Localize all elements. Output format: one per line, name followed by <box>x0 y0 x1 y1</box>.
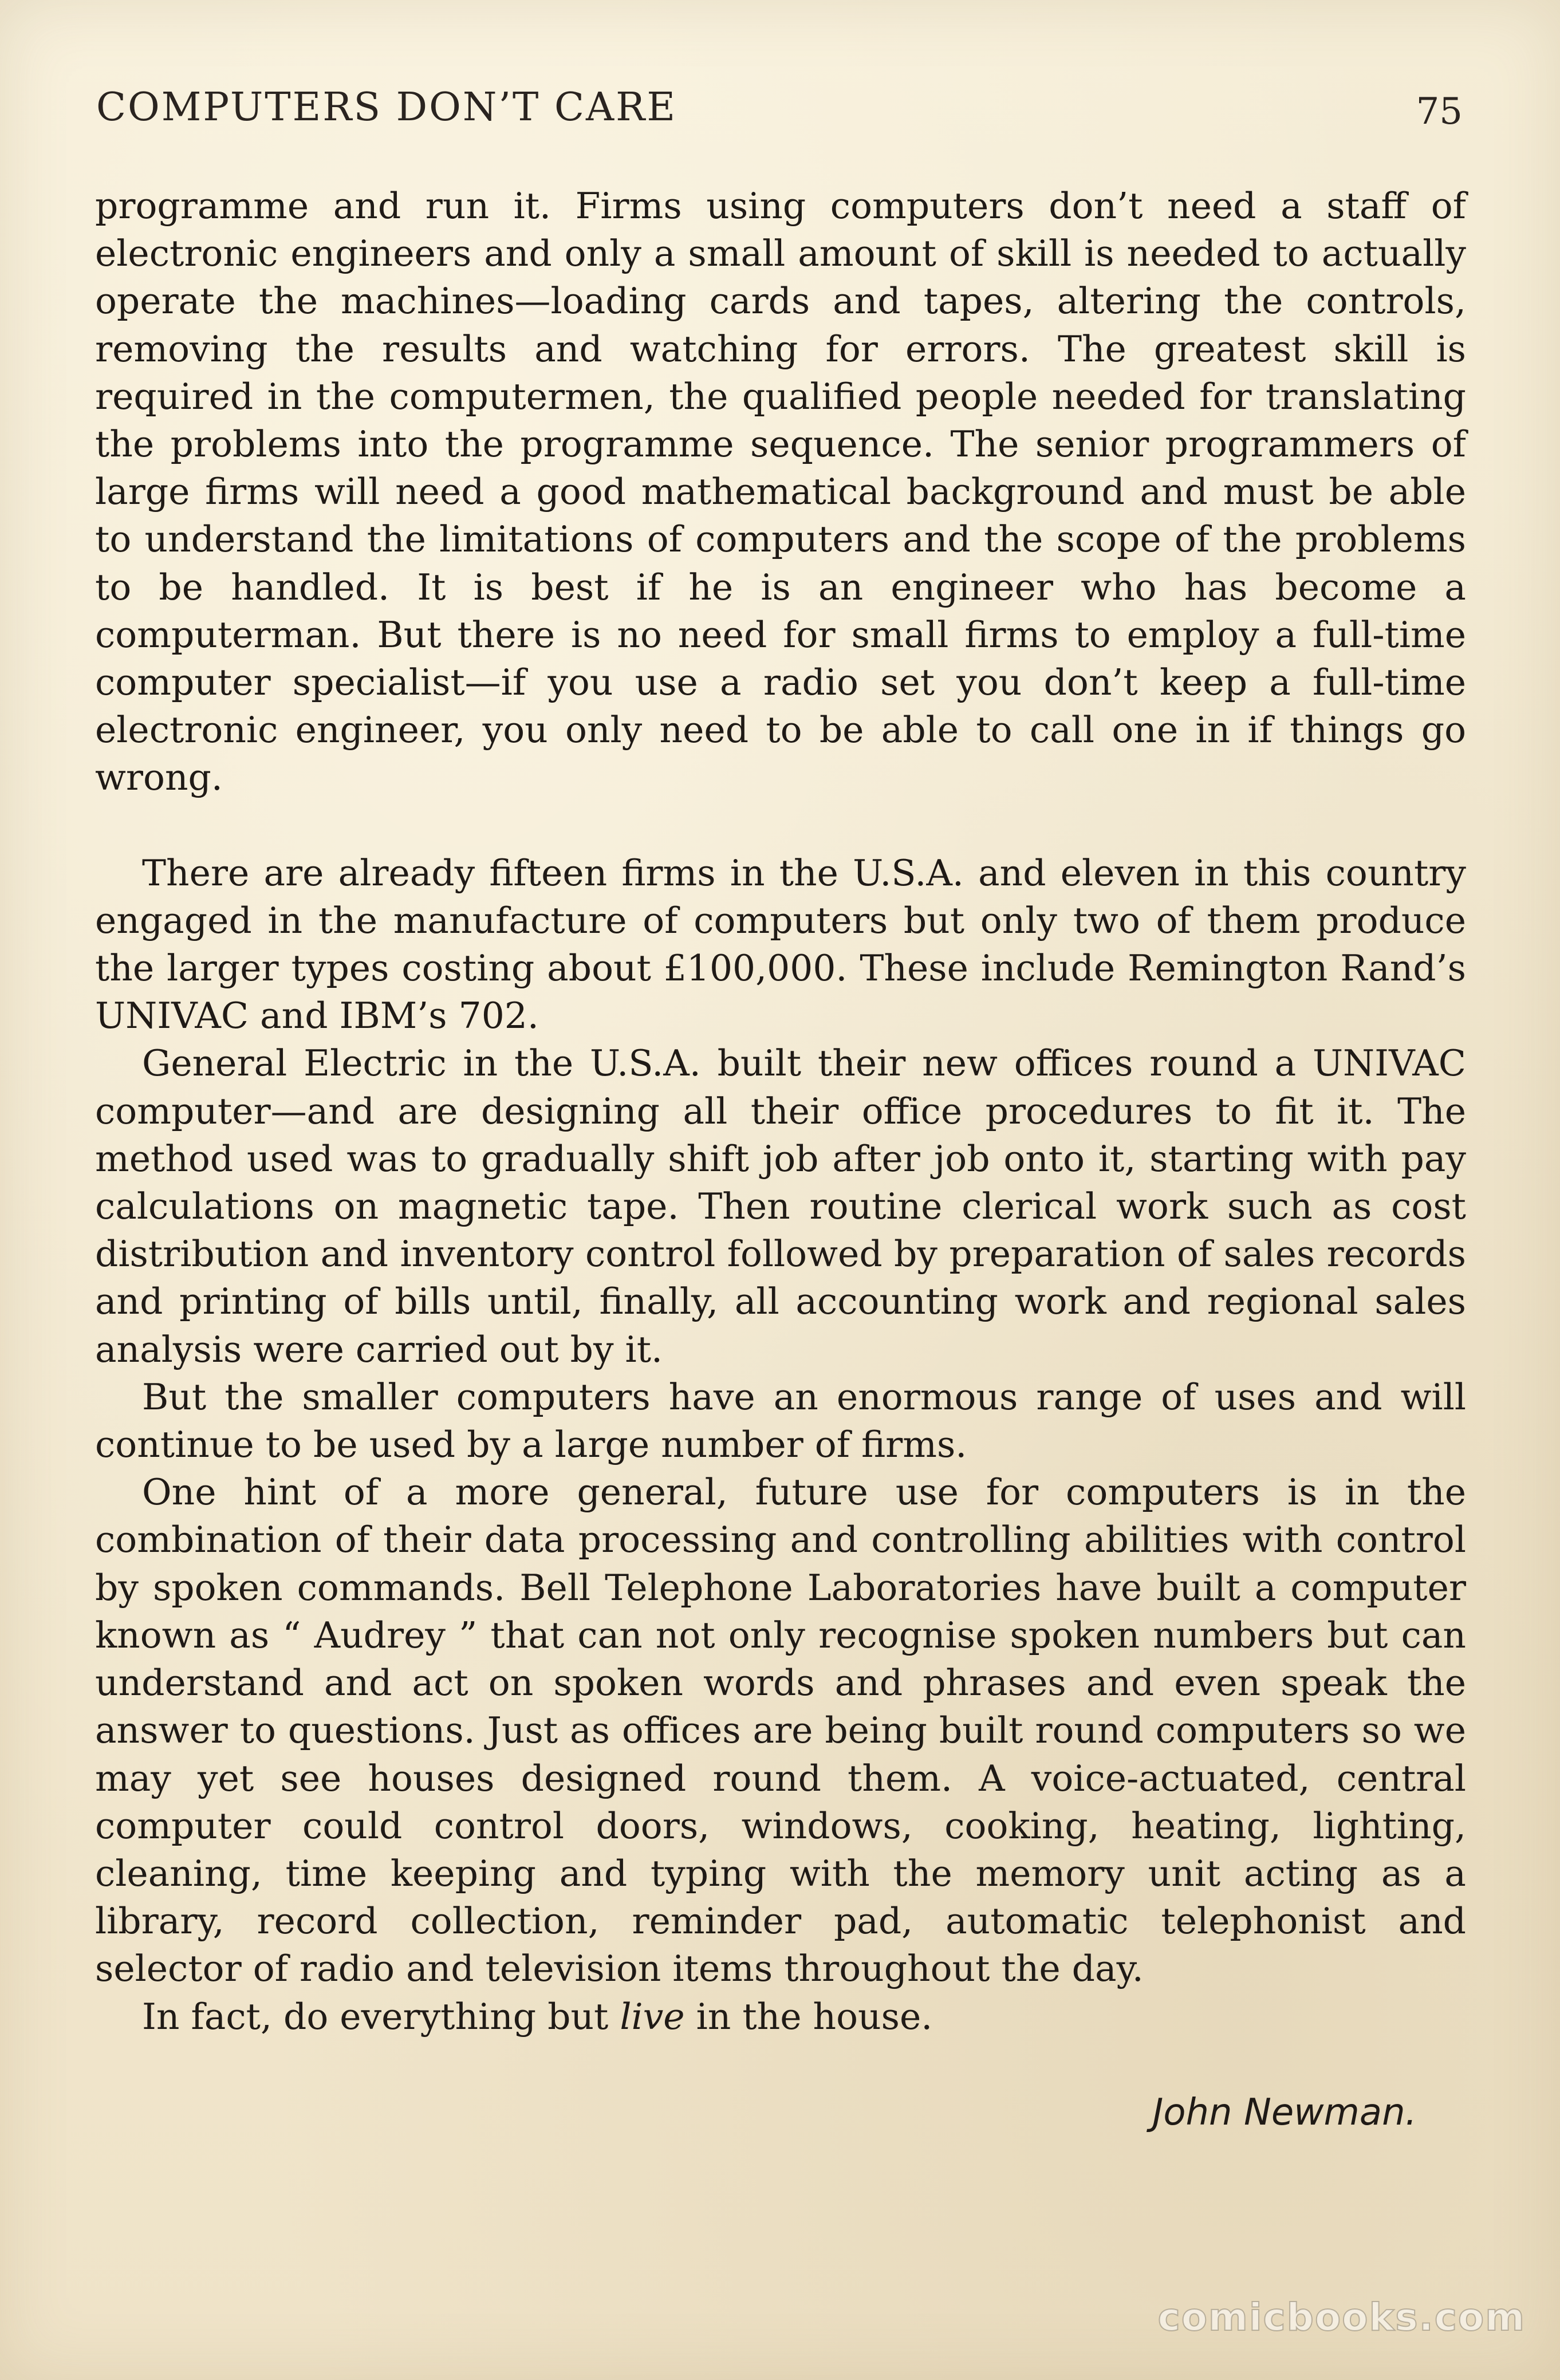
closing-text-start: In fact, do everything but <box>142 1995 620 2038</box>
paragraph-continuation: programme and run it. Firms using computers don’t need a staff of electronic engineers and only a small amount of skill is needed to actually operate the machines—loading cards and tapes, altering the controls, removing the results and watching for errors. The greatest skill is required in the computermen, the qualified people needed for translating the problems into the programme sequence. The senior programmers of large firms will need a good mathematical background and must be able to understand the limitations of computers and the scope of the problems to be handled. It is best if he is an engineer who has become a computerman. But there is no need for small firms to employ a full-time computer specialist—if you use a radio set you don’t keep a full-time electronic engineer, you only need to be able to call one in if things go wrong. <box>95 185 1466 799</box>
author-signature: John Newman. <box>1152 2091 1417 2134</box>
page-number: 75 <box>1416 90 1463 133</box>
closing-text-end: in the house. <box>684 1995 933 2038</box>
closing-emphasis: live <box>620 1995 685 2038</box>
article-body <box>95 182 1466 2040</box>
paragraph-smaller-computers: But the smaller computers have an enormous range of uses and will continue to be used by a large number of firms. <box>95 1376 1466 1466</box>
paragraph-computer-makers: There are already fifteen firms in the U.S.A. and eleven in this country engaged in the manufacture of computers but only two of them produce the larger types costing about £100,000. These include Remington Rand’s UNIVAC and IBM’s 702. <box>95 852 1466 1037</box>
running-title: COMPUTERS DON’T CARE <box>96 85 677 130</box>
paragraph-general-electric: General Electric in the U.S.A. built their new offices round a UNIVAC computer—and are designing all their office procedures to fit it. The method used was to gradually shift job after job onto it, starting with pay calculations on magnetic tape. Then routine clerical work such as cost distribution and inventory control followed by preparation of sales records and printing of bills until, finally, all accounting work and regional sales analysis were carried out by it. <box>95 1042 1466 1370</box>
watermark: comicbooks.com <box>1157 2295 1526 2339</box>
paragraph-closing <box>95 1993 1466 2040</box>
paragraph-spoken-commands: One hint of a more general, future use for computers is in the combination of their data processing and controlling abilities with control by spoken commands. Bell Telephone Laboratories have built a computer known as “ Audrey ” that can not only recognise spoken numbers but can understand and act on spoken words and phrases and even speak the answer to questions. Just as offices are being built round computers so we may yet see houses designed round them. A voice-actuated, central computer could control doors, windows, cooking, heating, lighting, cleaning, time keeping and typing with the memory unit acting as a library, record collection, reminder pad, automatic telephonist and selector of radio and television items throughout the day. <box>95 1471 1466 1990</box>
